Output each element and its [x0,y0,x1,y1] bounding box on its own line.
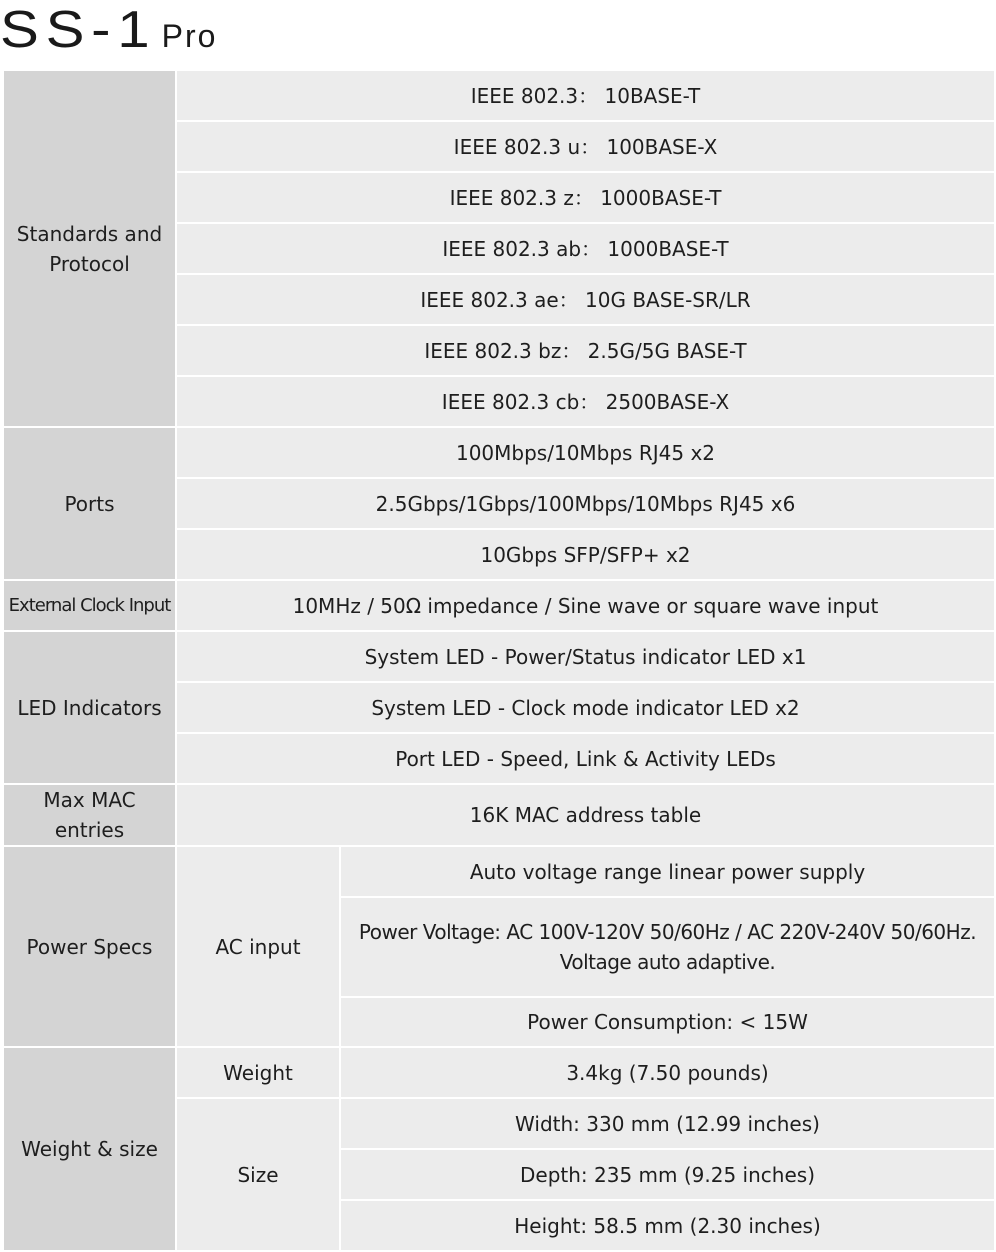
mac-value: 16K MAC address table [176,784,995,846]
standard-value: IEEE 802.3 ae： 10G BASE-SR/LR [176,274,995,325]
product-title [0,0,217,60]
sub-size: Size [176,1098,340,1251]
size-value: Depth: 235 mm (9.25 inches) [340,1149,995,1200]
table-row [3,580,995,631]
standard-value: IEEE 802.3 u： 100BASE-X [176,121,995,172]
category-clock: External Clock Input [3,580,176,631]
power-consumption-value: Power Consumption: < 15W [340,997,995,1047]
category-led: LED Indicators [3,631,176,784]
spec-table [2,69,996,1252]
sub-weight: Weight [176,1047,340,1098]
standard-value: IEEE 802.3 ab： 1000BASE-T [176,223,995,274]
weight-value: 3.4kg (7.50 pounds) [340,1047,995,1098]
category-mac: Max MAC entries [3,784,176,846]
size-value: Width: 330 mm (12.99 inches) [340,1098,995,1149]
product-title-sub: Pro [161,18,218,54]
power-voltage-line: Power Voltage: AC 100V-120V 50/60Hz / AC 220V-240V 50/60Hz. [358,920,977,944]
standard-value: IEEE 802.3 bz： 2.5G/5G BASE-T [176,325,995,376]
category-standards: Standards and Protocol [3,70,176,427]
table-row [3,631,995,682]
port-value: 2.5Gbps/1Gbps/100Mbps/10Mbps RJ45 x6 [176,478,995,529]
standard-value: IEEE 802.3 cb： 2500BASE-X [176,376,995,427]
table-row [3,1047,995,1098]
table-row [3,846,995,897]
led-value: Port LED - Speed, Link & Activity LEDs [176,733,995,784]
led-value: System LED - Power/Status indicator LED x1 [176,631,995,682]
category-weight-size: Weight & size [3,1047,176,1251]
table-row [3,784,995,846]
product-title-main: SS-1 [0,1,157,59]
table-row [3,70,995,121]
standard-value: IEEE 802.3： 10BASE-T [176,70,995,121]
standard-value: IEEE 802.3 z： 1000BASE-T [176,172,995,223]
power-voltage-line: Voltage auto adaptive. [559,950,776,974]
port-value: 100Mbps/10Mbps RJ45 x2 [176,427,995,478]
power-sub-ac-input: AC input [176,846,340,1047]
size-value: Height: 58.5 mm (2.30 inches) [340,1200,995,1251]
table-row [3,427,995,478]
power-value: Auto voltage range linear power supply [340,846,995,897]
category-power: Power Specs [3,846,176,1047]
led-value: System LED - Clock mode indicator LED x2 [176,682,995,733]
port-value: 10Gbps SFP/SFP+ x2 [176,529,995,580]
category-ports: Ports [3,427,176,580]
power-voltage-value [340,897,995,997]
clock-value: 10MHz / 50Ω impedance / Sine wave or square wave input [176,580,995,631]
